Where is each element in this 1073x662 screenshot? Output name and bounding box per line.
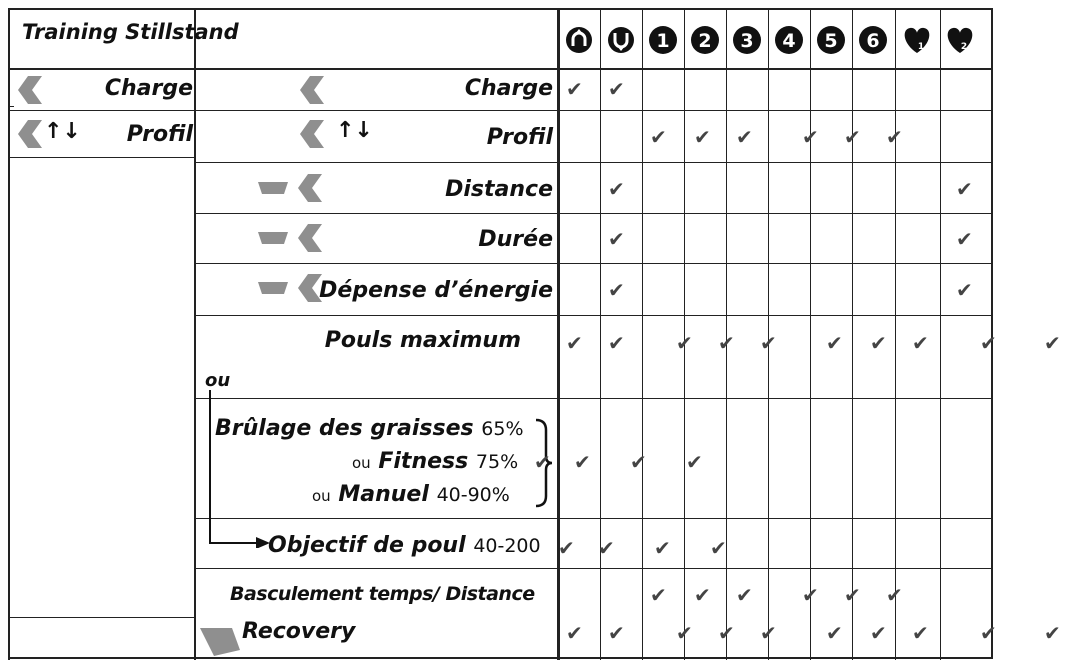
fitness-ou: ou bbox=[352, 454, 371, 472]
check-mark: ✔ bbox=[912, 621, 929, 645]
check-mark: ✔ bbox=[608, 278, 625, 302]
check-mark: ✔ bbox=[956, 227, 973, 251]
left-row-line bbox=[8, 157, 195, 158]
ou-connector-arrow bbox=[200, 388, 280, 548]
check-mark: ✔ bbox=[694, 583, 711, 607]
check-mark: ✔ bbox=[608, 177, 625, 201]
brulage-label: Brûlage des graisses bbox=[215, 416, 474, 441]
left-charge-chevron-icon bbox=[14, 74, 46, 106]
manuel-pct: 40-90% bbox=[436, 484, 510, 506]
number-6-circle-icon bbox=[859, 26, 887, 54]
check-mark: ✔ bbox=[802, 125, 819, 149]
check-mark: ✔ bbox=[710, 536, 727, 560]
number-3-circle-icon bbox=[733, 26, 761, 54]
frame-top bbox=[8, 8, 992, 10]
col-divider bbox=[852, 8, 853, 660]
col-divider bbox=[642, 8, 643, 660]
row-duree-label: Durée bbox=[478, 227, 553, 252]
check-mark: ✔ bbox=[844, 583, 861, 607]
check-mark: ✔ bbox=[676, 621, 693, 645]
check-mark: ✔ bbox=[558, 536, 575, 560]
col-divider bbox=[940, 8, 941, 660]
svg-text:6: 6 bbox=[866, 30, 880, 52]
check-mark: ✔ bbox=[650, 125, 667, 149]
check-mark: ✔ bbox=[608, 77, 625, 101]
check-mark: ✔ bbox=[826, 621, 843, 645]
objectif-range: 40-200 bbox=[473, 535, 541, 557]
check-mark: ✔ bbox=[886, 583, 903, 607]
row-line bbox=[195, 162, 992, 163]
check-mark: ✔ bbox=[1044, 331, 1061, 355]
depense-icon bbox=[256, 272, 328, 306]
check-mark: ✔ bbox=[760, 621, 777, 645]
distance-icon bbox=[256, 172, 328, 206]
check-mark: ✔ bbox=[566, 77, 583, 101]
objectif-label: Objectif de poul bbox=[268, 533, 466, 558]
header-bottom-line bbox=[8, 68, 992, 70]
left-profil-arrows-icon: ↑↓ bbox=[44, 119, 81, 144]
header-icons bbox=[560, 15, 992, 65]
col-divider bbox=[600, 8, 601, 660]
left-row-line bbox=[8, 617, 195, 618]
check-mark: ✔ bbox=[694, 125, 711, 149]
check-mark: ✔ bbox=[574, 450, 591, 474]
check-mark: ✔ bbox=[654, 536, 671, 560]
row-profil-label: Profil bbox=[486, 125, 553, 150]
number-1-circle-icon bbox=[649, 26, 677, 54]
heart-1-icon bbox=[905, 28, 930, 53]
recovery-icon bbox=[196, 620, 242, 660]
check-mark: ✔ bbox=[718, 621, 735, 645]
row-line bbox=[195, 263, 992, 264]
profil-arrows-icon: ↑↓ bbox=[336, 118, 373, 143]
col-divider bbox=[810, 8, 811, 660]
check-mark: ✔ bbox=[718, 331, 735, 355]
row-basculement-label: Basculement temps/ Distance bbox=[230, 583, 535, 605]
check-mark: ✔ bbox=[608, 621, 625, 645]
heart-2-icon bbox=[948, 28, 973, 53]
row-fitness-label bbox=[352, 451, 518, 473]
svg-text:1: 1 bbox=[656, 30, 670, 52]
check-mark: ✔ bbox=[870, 621, 887, 645]
check-mark: ✔ bbox=[676, 331, 693, 355]
manuel-ou: ou bbox=[312, 487, 331, 505]
check-mark: ✔ bbox=[534, 450, 551, 474]
check-mark: ✔ bbox=[760, 331, 777, 355]
row-distance-label: Distance bbox=[445, 177, 553, 202]
check-mark: ✔ bbox=[844, 125, 861, 149]
check-mark: ✔ bbox=[736, 583, 753, 607]
check-mark: ✔ bbox=[686, 450, 703, 474]
left-profil-label: Profil bbox=[126, 122, 193, 147]
number-5-circle-icon bbox=[817, 26, 845, 54]
ou-label: ou bbox=[205, 370, 231, 391]
check-mark: ✔ bbox=[980, 621, 997, 645]
check-mark: ✔ bbox=[886, 125, 903, 149]
brulage-pct: 65% bbox=[481, 418, 524, 440]
check-mark: ✔ bbox=[566, 621, 583, 645]
svg-text:3: 3 bbox=[740, 30, 754, 52]
row-line bbox=[195, 315, 992, 316]
check-mark: ✔ bbox=[980, 331, 997, 355]
check-mark: ✔ bbox=[870, 331, 887, 355]
check-mark: ✔ bbox=[826, 331, 843, 355]
check-mark: ✔ bbox=[956, 177, 973, 201]
check-mark: ✔ bbox=[912, 331, 929, 355]
row-recovery-label: Recovery bbox=[242, 619, 356, 644]
check-mark: ✔ bbox=[566, 331, 583, 355]
col-divider bbox=[895, 8, 896, 660]
row-line bbox=[195, 213, 992, 214]
table-title: Training Stillstand bbox=[22, 20, 239, 44]
fitness-pct: 75% bbox=[475, 451, 519, 473]
row-manuel-label bbox=[312, 484, 510, 506]
label-column-divider bbox=[557, 8, 560, 660]
fitness-label: Fitness bbox=[378, 449, 469, 474]
svg-text:1: 1 bbox=[917, 42, 925, 52]
arrow-down-circle-icon bbox=[608, 27, 634, 53]
check-mark: ✔ bbox=[956, 278, 973, 302]
profil-chevron-icon bbox=[296, 118, 328, 150]
left-charge-label: Charge bbox=[104, 76, 193, 101]
check-mark: ✔ bbox=[630, 450, 647, 474]
manuel-label: Manuel bbox=[338, 482, 429, 507]
svg-text:5: 5 bbox=[824, 30, 838, 52]
row-depense-label: Dépense d’énergie bbox=[319, 278, 553, 303]
check-mark: ✔ bbox=[736, 125, 753, 149]
row-line bbox=[195, 398, 992, 399]
number-2-circle-icon bbox=[691, 26, 719, 54]
check-mark: ✔ bbox=[608, 227, 625, 251]
row-pouls-max-label: Pouls maximum bbox=[324, 328, 521, 353]
check-mark: ✔ bbox=[598, 536, 615, 560]
left-row-line bbox=[8, 110, 195, 111]
row-charge-label: Charge bbox=[464, 76, 553, 101]
left-column-divider bbox=[194, 8, 196, 660]
row-line bbox=[195, 110, 992, 111]
left-profil-chevron-icon bbox=[14, 118, 46, 150]
frame-bottom bbox=[8, 657, 992, 659]
row-brulage-label bbox=[215, 418, 524, 440]
check-mark: ✔ bbox=[608, 331, 625, 355]
number-4-circle-icon bbox=[775, 26, 803, 54]
check-mark: ✔ bbox=[1044, 621, 1061, 645]
row-objectif-label bbox=[268, 535, 541, 557]
row-line bbox=[195, 518, 992, 519]
arrow-up-circle-icon bbox=[566, 27, 592, 53]
duree-icon bbox=[256, 222, 328, 256]
row-line bbox=[195, 568, 992, 569]
svg-text:2: 2 bbox=[698, 30, 712, 52]
check-mark: ✔ bbox=[650, 583, 667, 607]
svg-text:4: 4 bbox=[782, 30, 796, 52]
charge-chevron-icon bbox=[296, 74, 328, 106]
left-profil-tick bbox=[8, 106, 14, 107]
check-mark: ✔ bbox=[802, 583, 819, 607]
svg-text:2: 2 bbox=[960, 42, 968, 52]
